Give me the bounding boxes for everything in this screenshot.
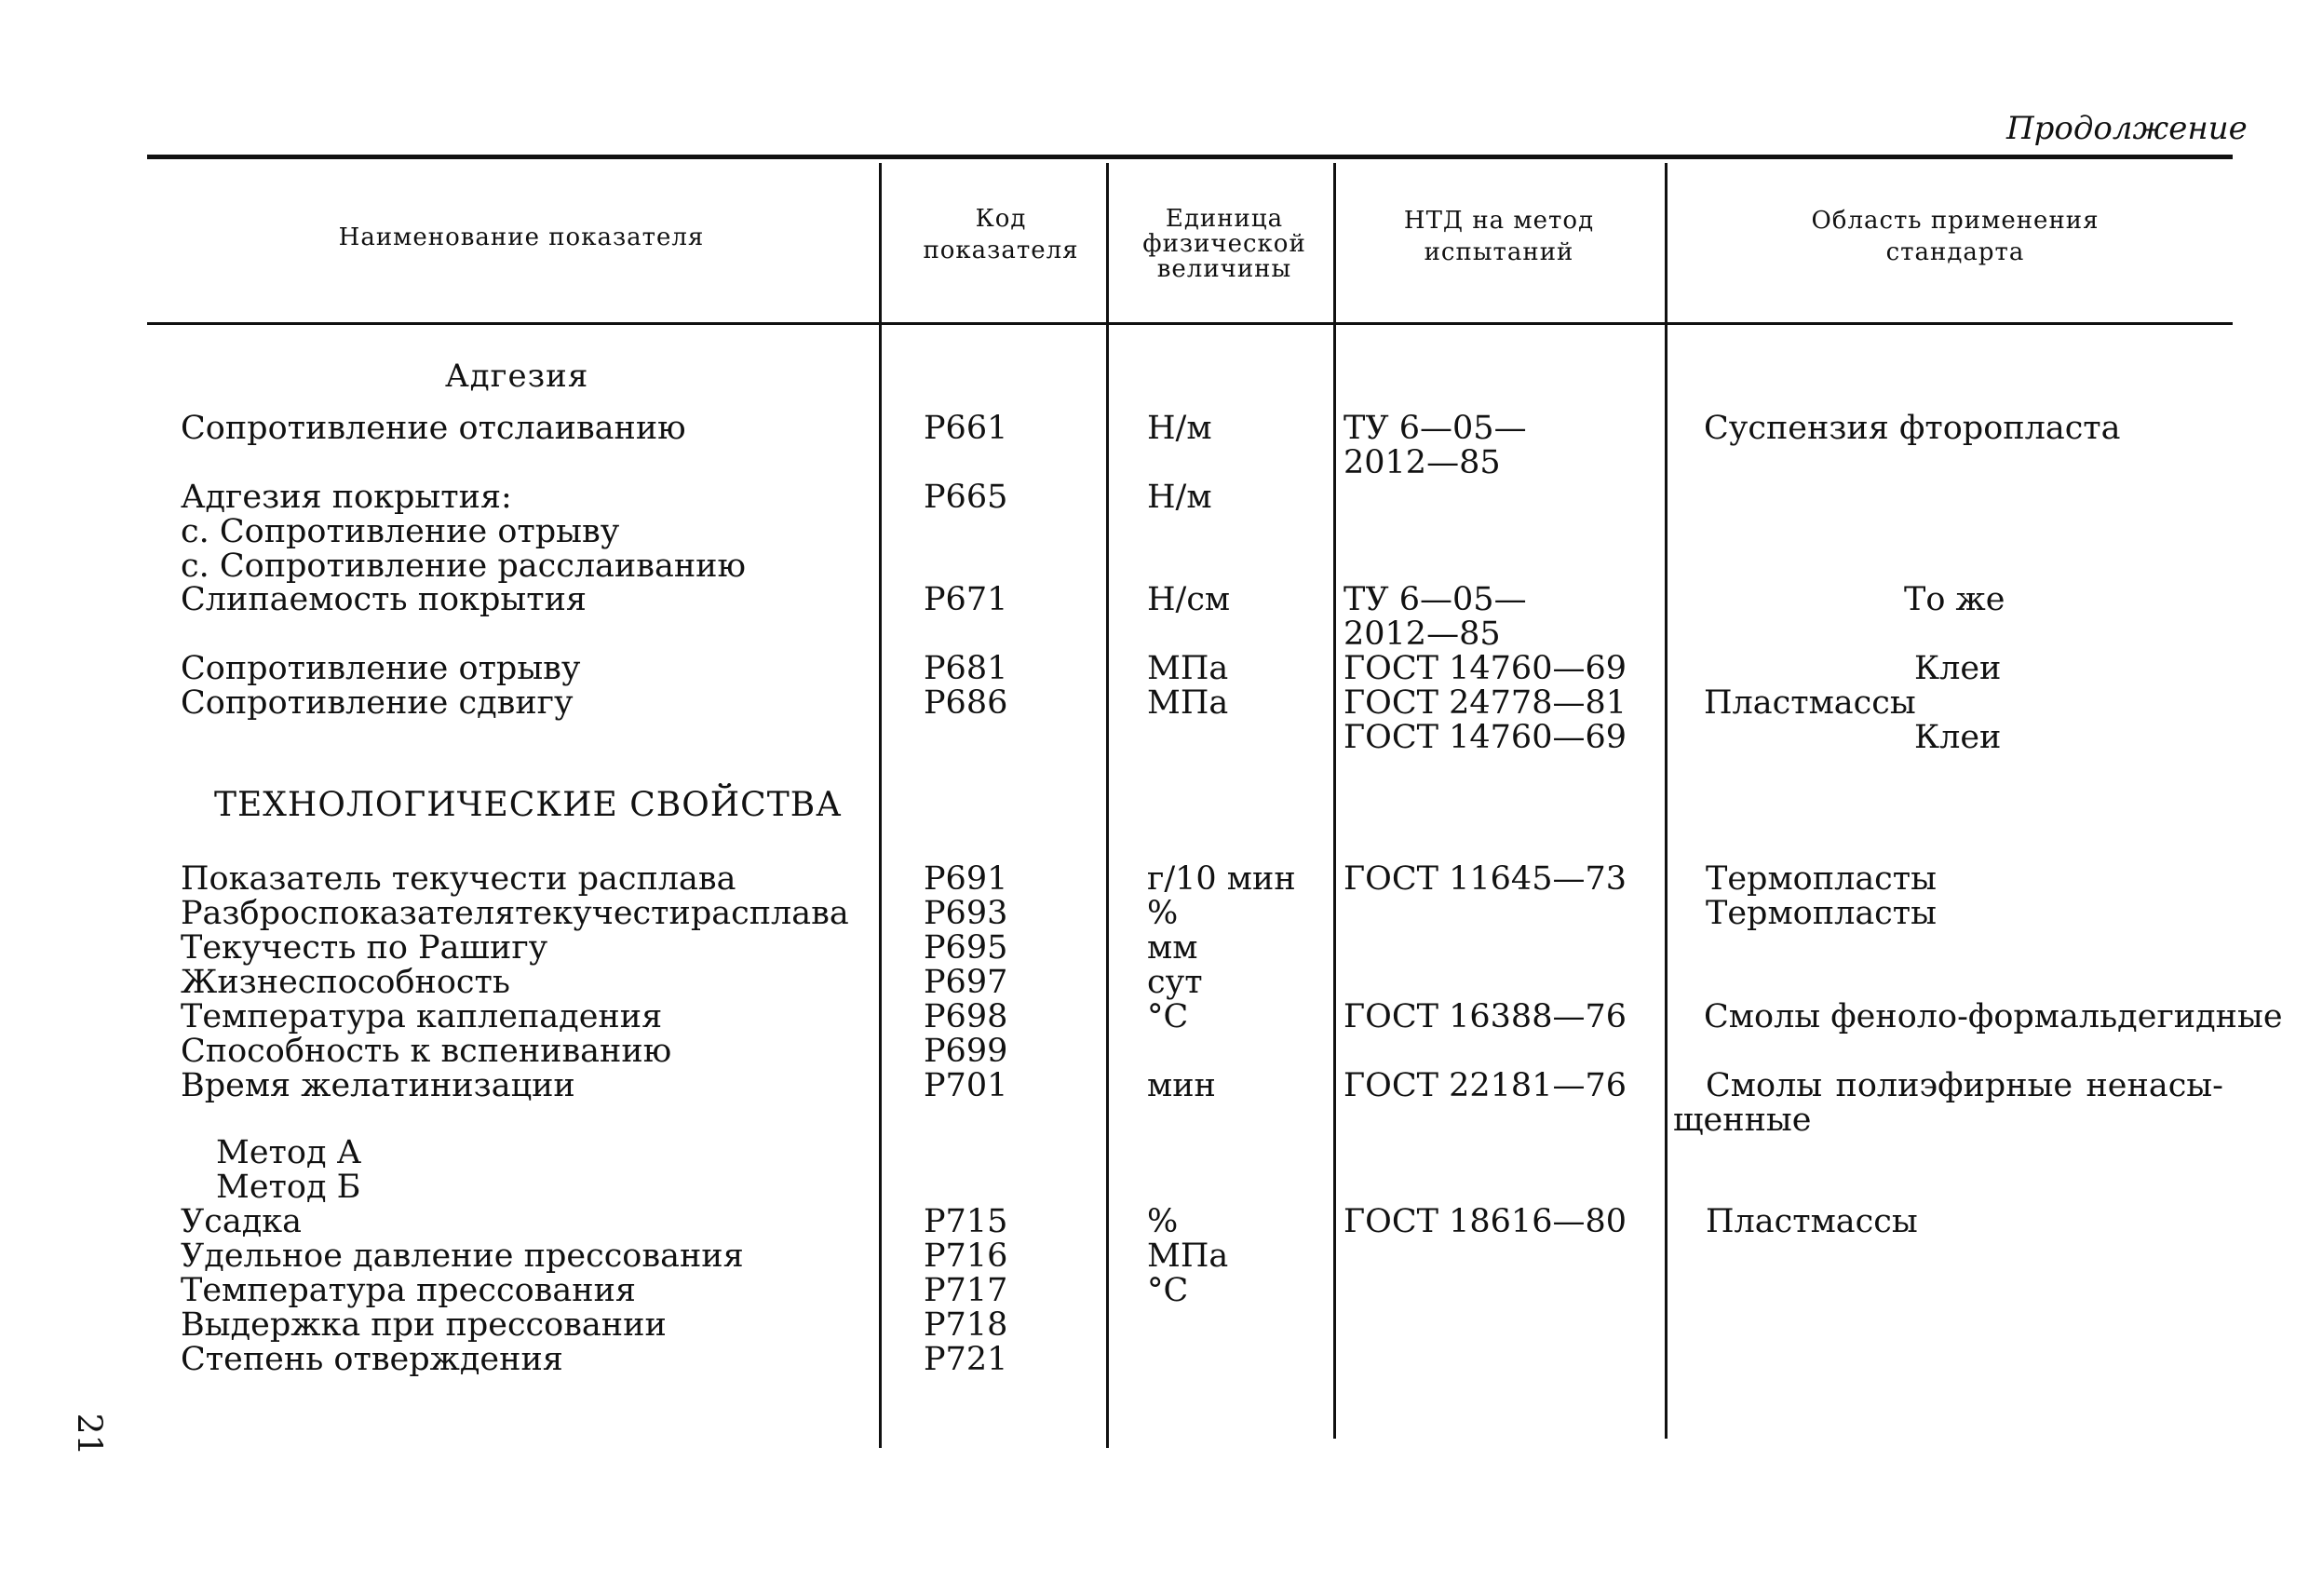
row-ntd: ГОСТ 16388—76 (1344, 998, 1627, 1035)
row-ntd: ГОСТ 22181—76 (1344, 1067, 1627, 1104)
column-divider-1 (879, 163, 882, 1448)
row-unit: МПа (1147, 684, 1229, 722)
row-name: Слипаемость покрытия (181, 581, 587, 618)
row-scope: Клеи (1914, 650, 2002, 687)
row-code: Р715 (924, 1203, 1008, 1240)
section-adhesion: Адгезия (445, 358, 589, 395)
row-code: Р661 (924, 410, 1008, 447)
header-ntd: НТД на метод испытаний (1403, 207, 1595, 266)
row-code: Р699 (924, 1033, 1008, 1070)
row-name-methods: Метод А Метод Б (216, 1134, 362, 1206)
row-ntd: ГОСТ 24778—81 ГОСТ 14760—69 (1344, 684, 1627, 756)
row-code: Р716 (924, 1238, 1008, 1275)
row-unit: мин (1147, 1067, 1216, 1104)
column-divider-3 (1333, 163, 1336, 1439)
row-code: Р701 (924, 1067, 1008, 1104)
row-unit: Н/см (1147, 581, 1231, 618)
row-code: Р671 (924, 581, 1008, 618)
row-name: Жизнеспособность (181, 964, 510, 1001)
row-name: Адгезия покрытия: с. Сопротивление отрыву с. Сопротивление расслаиванию (181, 479, 746, 585)
row-scope: Смолы феноло-формальдегидные (1704, 998, 2283, 1035)
row-name: Степень отверждения (181, 1341, 563, 1378)
row-code: Р698 (924, 998, 1008, 1035)
row-code: Р697 (924, 964, 1008, 1001)
row-code: Р718 (924, 1306, 1008, 1344)
header-unit: Единица физической величины (1142, 205, 1306, 283)
row-scope: Термопласты (1706, 895, 1938, 932)
row-unit: г/10 мин (1147, 860, 1296, 898)
row-scope-cont: щенные (1673, 1102, 1812, 1139)
row-code: Р691 (924, 860, 1008, 898)
row-ntd: ТУ 6—05— 2012—85 (1344, 410, 1527, 481)
row-unit: % (1147, 1203, 1179, 1240)
row-scope: Смолы полиэфирные ненасы- (1706, 1067, 2223, 1104)
row-unit: мм (1147, 929, 1198, 967)
header-code: Код показателя (923, 205, 1079, 264)
top-rule (147, 155, 2233, 159)
row-unit: °С (1147, 1272, 1189, 1309)
section-tech: ТЕХНОЛОГИЧЕСКИЕ СВОЙСТВА (214, 786, 843, 824)
row-name: Температура прессования (181, 1272, 636, 1309)
row-name: Сопротивление отслаиванию (181, 410, 686, 447)
row-unit: МПа (1147, 650, 1229, 687)
row-code: Р695 (924, 929, 1008, 967)
row-ntd: ГОСТ 11645—73 (1344, 860, 1627, 898)
column-divider-2 (1106, 163, 1109, 1448)
row-name: Показатель текучести расплава (181, 860, 736, 898)
row-code: Р717 (924, 1272, 1008, 1309)
row-code: Р681 (924, 650, 1008, 687)
row-scope: Термопласты (1706, 860, 1938, 898)
row-ntd: ГОСТ 18616—80 (1344, 1203, 1627, 1240)
row-code: Р693 (924, 895, 1008, 932)
row-scope-2: Клеи (1914, 719, 2002, 756)
row-name: Температура каплепадения (181, 998, 663, 1035)
row-name: Выдержка при прессовании (181, 1306, 667, 1344)
row-unit: Н/м (1147, 479, 1212, 516)
header-bottom-rule (147, 322, 2233, 325)
row-unit: Н/м (1147, 410, 1212, 447)
continuation-label: Продолжение (2006, 110, 2248, 147)
column-divider-4 (1665, 163, 1668, 1439)
row-ntd: ТУ 6—05— 2012—85 (1344, 581, 1527, 653)
row-name: Разброс показателя текучести расплава (181, 895, 849, 932)
row-scope: То же (1904, 581, 2005, 618)
row-name: Способность к вспениванию (181, 1033, 672, 1070)
row-unit: % (1147, 895, 1179, 932)
row-name: Сопротивление сдвигу (181, 684, 574, 722)
row-name: Удельное давление прессования (181, 1238, 744, 1275)
row-code: Р686 (924, 684, 1008, 722)
row-ntd: ГОСТ 14760—69 (1344, 650, 1627, 687)
row-scope: Суспензия фторопласта (1704, 410, 2121, 447)
row-code: Р721 (924, 1341, 1008, 1378)
page-number: 21 (69, 1413, 108, 1456)
row-unit: °С (1147, 998, 1189, 1035)
row-scope: Пластмассы (1704, 684, 1916, 722)
row-name: Сопротивление отрыву (181, 650, 581, 687)
row-scope: Пластмассы (1706, 1203, 1918, 1240)
row-unit: сут (1147, 964, 1203, 1001)
header-scope: Область применения стандарта (1811, 207, 2100, 266)
row-unit: МПа (1147, 1238, 1229, 1275)
row-name: Усадка (181, 1203, 303, 1240)
row-code: Р665 (924, 479, 1008, 516)
header-name: Наименование показателя (338, 223, 705, 251)
row-name: Текучесть по Рашигу (181, 929, 548, 967)
row-name: Время желатинизации (181, 1067, 575, 1104)
